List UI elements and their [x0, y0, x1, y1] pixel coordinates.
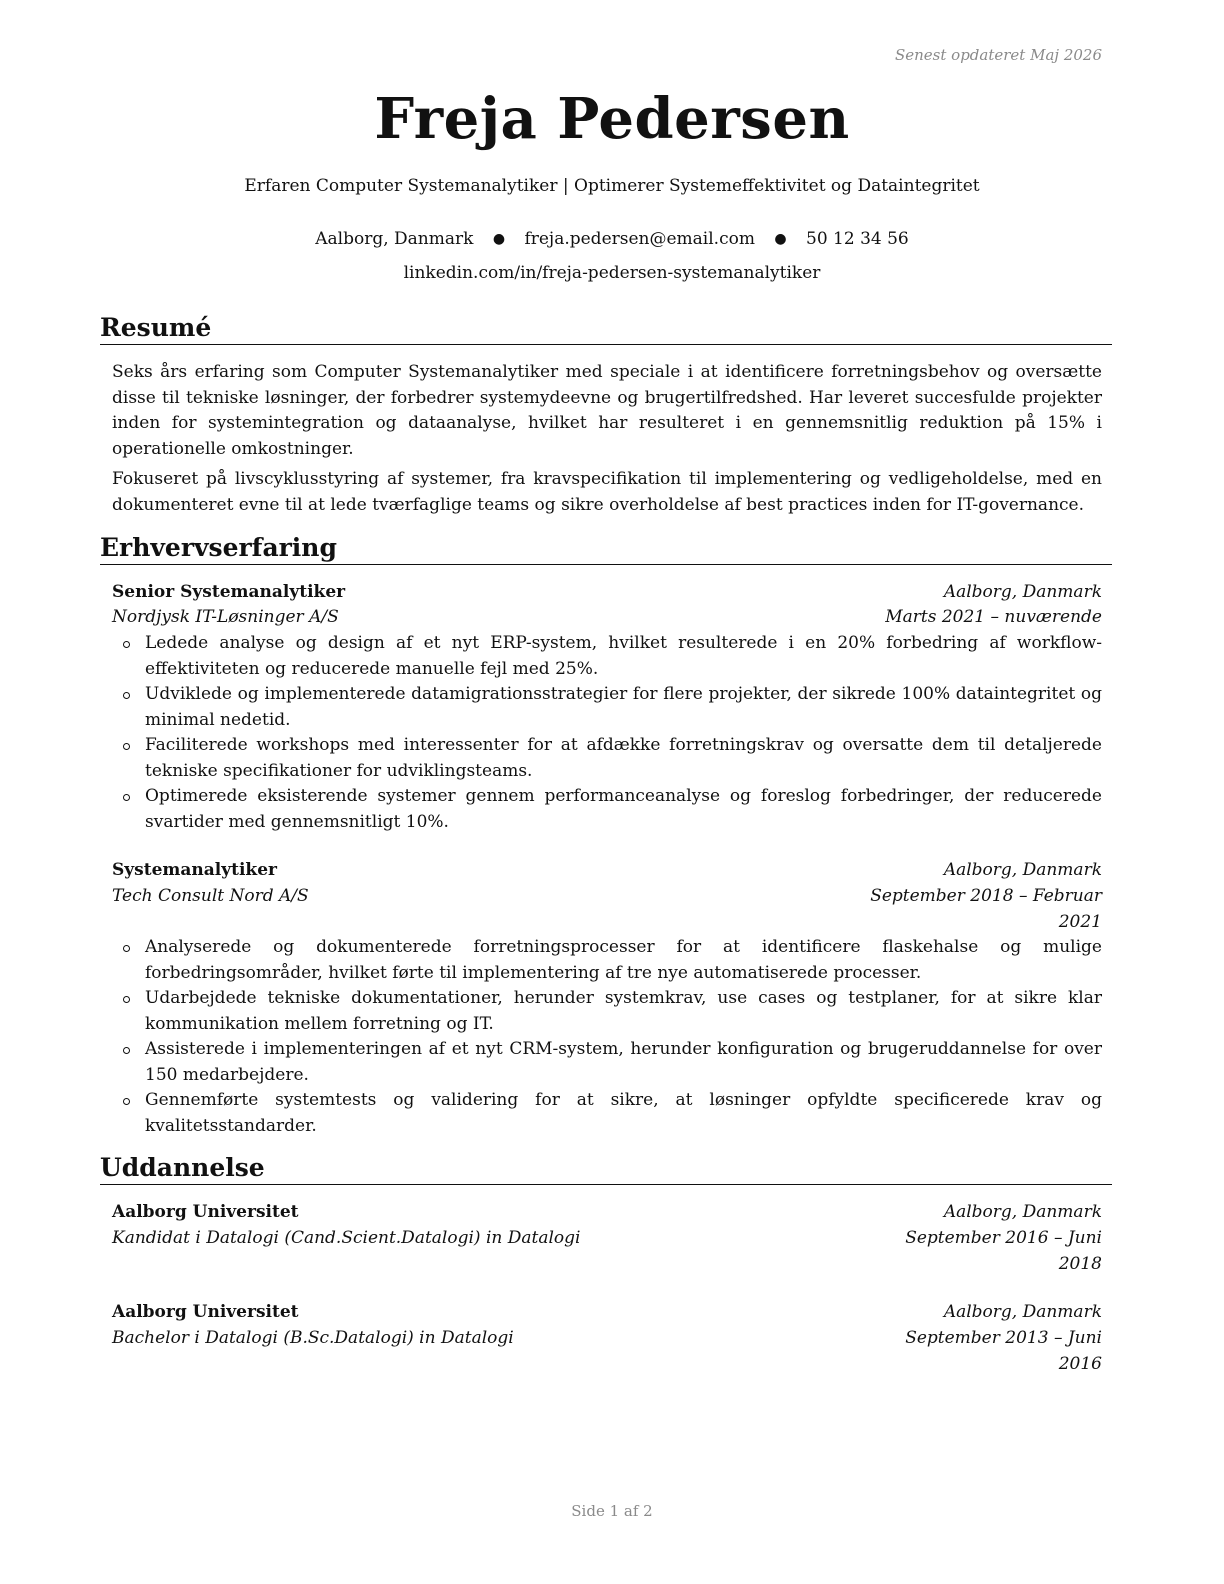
- list-item: Ledede analyse og design af et nyt ERP-system, hvilket resulterede i en 20% forbedring af workflow-effektiviteten og reducerede manuelle fejl med 25%.: [112, 631, 1102, 682]
- list-item: Assisterede i implementeringen af et nyt CRM-system, herunder konfiguration og brugeruddannelse for over 150 medarbejdere.: [112, 1037, 1102, 1088]
- list-item: Optimerede eksisterende systemer gennem performanceanalyse og foreslog forbedringer, der reducerede svartider med gennemsnitligt 10%.: [112, 784, 1102, 835]
- circle-bullet-icon: [123, 1047, 130, 1054]
- degree: Kandidat i Datalogi (Cand.Scient.Datalogi) in Datalogi: [112, 1228, 581, 1248]
- circle-bullet-icon: [123, 794, 130, 801]
- summary-paragraph: Fokuseret på livscyklusstyring af systemer, fra kravspecifikation til implementering og vedligeholdelse, med en dokumenteret evne til at lede tværfaglige teams og sikre overholdelse af best practices inden for IT-governance.: [112, 469, 1102, 515]
- company-name: Nordjysk IT-Løsninger A/S: [112, 607, 339, 627]
- summary-paragraph: Seks års erfaring som Computer Systemanalytiker med speciale i at identificere forretningsbehov og oversætte disse til tekniske løsninger, der forbedrer systemydeevne og brugertilfredshed. Har leveret succesfulde projekter inden for systemintegration og dataanalyse, hvilket har resulteret i en gennemsnitlig reduktion på 15% i operationelle omkostninger.: [112, 362, 1102, 459]
- section-title-experience: Erhvervserfaring: [100, 533, 1112, 565]
- list-item: Gennemførte systemtests og validering for at sikre, at løsninger opfyldte specificerede krav og kvalitetsstandarder.: [112, 1088, 1102, 1139]
- education-dates: September 2016 – Juni 2018: [905, 1228, 1102, 1274]
- linkedin-link[interactable]: linkedin.com/in/freja-pedersen-systemanalytiker: [403, 263, 821, 283]
- page-number: Side 1 af 2: [571, 1502, 653, 1520]
- education-dates: September 2013 – Juni 2016: [905, 1328, 1102, 1374]
- location: Aalborg, Danmark: [315, 229, 474, 249]
- degree: Bachelor i Datalogi (B.Sc.Datalogi) in Datalogi: [112, 1328, 514, 1348]
- job-title: Senior Systemanalytiker: [112, 582, 346, 602]
- list-item: Faciliterede workshops med interessenter for at afdække forretningskrav og oversatte dem til detaljerede tekniske specifikationer for udviklingsteams.: [112, 733, 1102, 784]
- candidate-name: Freja Pedersen: [374, 86, 850, 152]
- phone: 50 12 34 56: [806, 229, 909, 249]
- separator-dot-icon: ●: [774, 231, 787, 247]
- circle-bullet-icon: [123, 996, 130, 1003]
- email-link[interactable]: freja.pedersen@email.com: [524, 229, 755, 249]
- company-name: Tech Consult Nord A/S: [112, 886, 309, 906]
- headline: Erfaren Computer Systemanalytiker | Optimerer Systemeffektivitet og Dataintegritet: [244, 176, 980, 196]
- job-location: Aalborg, Danmark: [943, 582, 1102, 602]
- school-name: Aalborg Universitet: [112, 1202, 299, 1222]
- circle-bullet-icon: [123, 641, 130, 648]
- contact-line: [0, 229, 1224, 249]
- list-item: Analyserede og dokumenterede forretningsprocesser for at identificere flaskehalse og mulige forbedringsområder, hvilket førte til implementering af tre nye automatiserede processer.: [112, 935, 1102, 986]
- circle-bullet-icon: [123, 743, 130, 750]
- job-dates: September 2018 – Februar 2021: [870, 886, 1102, 932]
- circle-bullet-icon: [123, 945, 130, 952]
- section-title-education: Uddannelse: [100, 1153, 1112, 1185]
- school-location: Aalborg, Danmark: [943, 1202, 1102, 1222]
- job-bullets: [112, 631, 1102, 835]
- circle-bullet-icon: [123, 692, 130, 699]
- last-updated: Senest opdateret Maj 2026: [894, 46, 1102, 64]
- list-item: Udarbejdede tekniske dokumentationer, herunder systemkrav, use cases og testplaner, for at sikre klar kommunikation mellem forretning og IT.: [112, 986, 1102, 1037]
- separator-dot-icon: ●: [492, 231, 506, 247]
- school-location: Aalborg, Danmark: [943, 1302, 1102, 1322]
- job-location: Aalborg, Danmark: [943, 860, 1102, 880]
- section-title-summary: Resumé: [100, 313, 1112, 345]
- job-title: Systemanalytiker: [112, 860, 277, 880]
- list-item: Udviklede og implementerede datamigrationsstrategier for flere projekter, der sikrede 100% dataintegritet og minimal nedetid.: [112, 682, 1102, 733]
- job-bullets: [112, 935, 1102, 1139]
- circle-bullet-icon: [123, 1098, 130, 1105]
- job-dates: Marts 2021 – nuværende: [885, 607, 1102, 627]
- school-name: Aalborg Universitet: [112, 1302, 299, 1322]
